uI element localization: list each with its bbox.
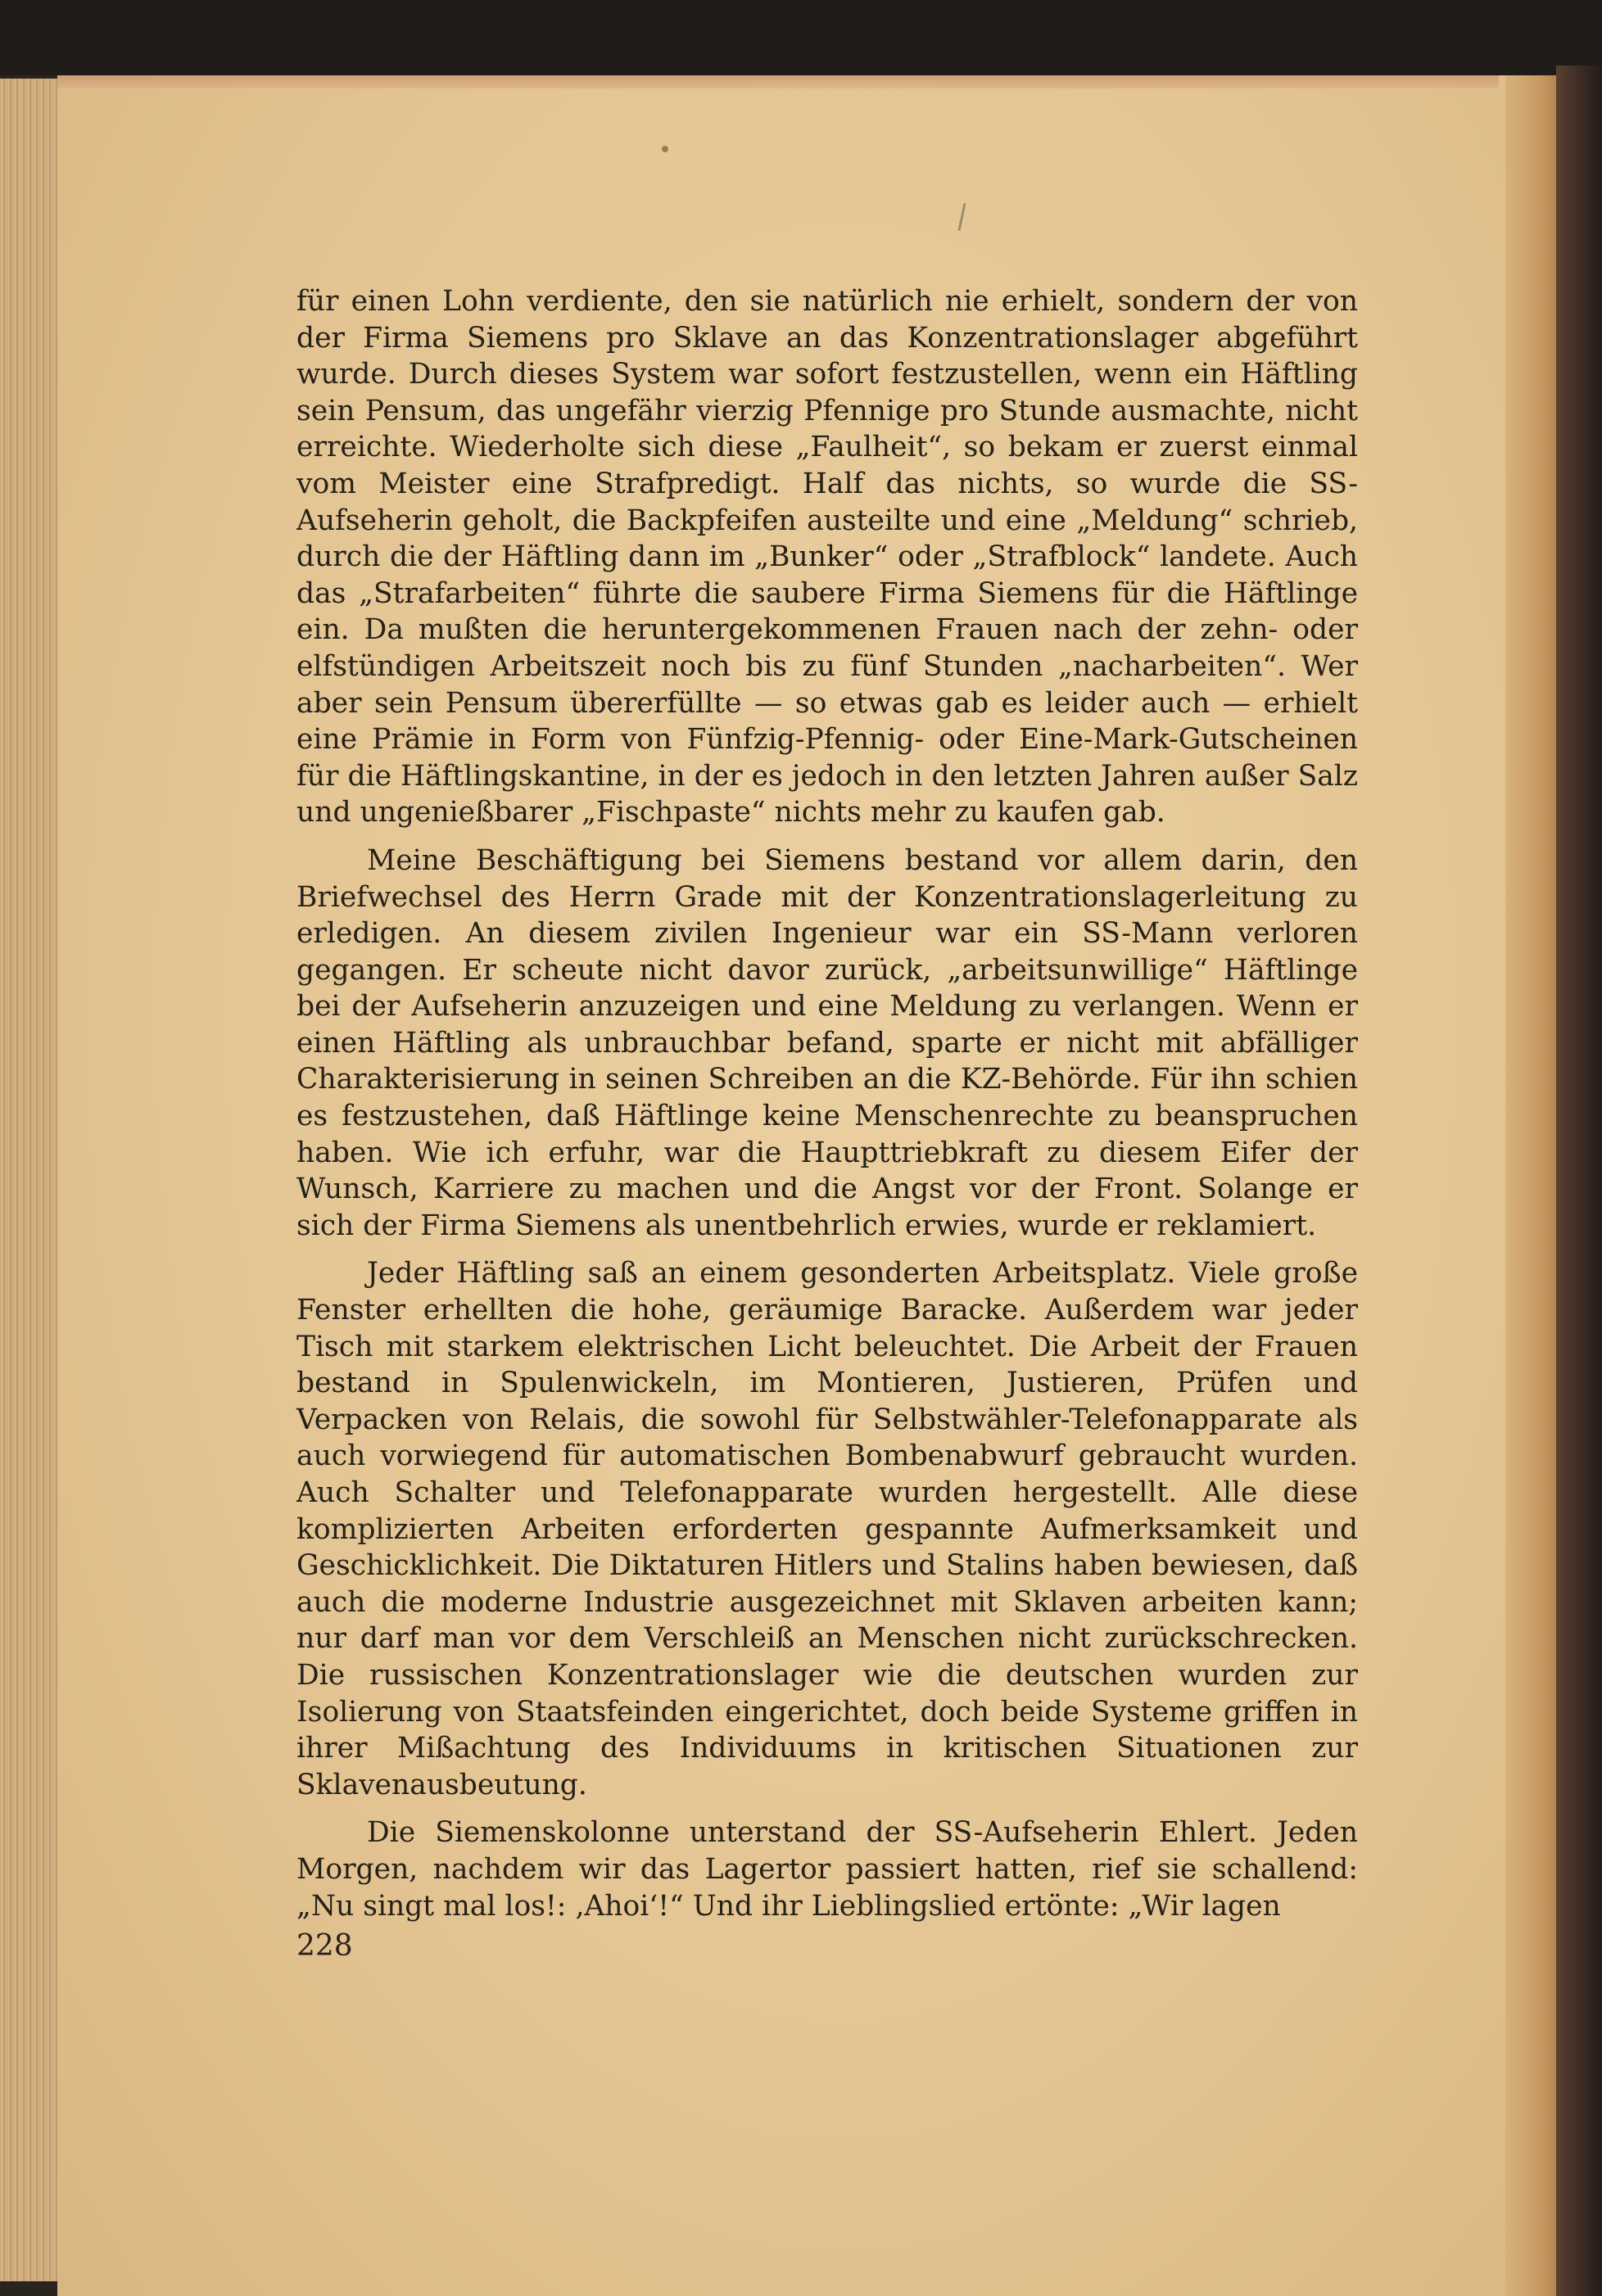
- page-edges-left: [0, 79, 66, 2281]
- scanner-background-top: [0, 0, 1602, 75]
- scanner-background-right: [1556, 66, 1602, 2296]
- paragraph-2: Meine Beschäftigung bei Siemens bestand vor allem darin, den Briefwechsel des Herrn Grade mit der Konzentrationslagerleitung zu erledigen. An diesem zivilen Ingenieur war ein SS-Mann verloren gegangen. Er scheute nicht davor zurück, „arbeitsunwillige“ Häftlinge bei der Aufseherin anzuzeigen und eine Meldung zu verlangen. Wenn er einen Häftling als unbrauchbar befand, sparte er nicht mit abfälliger Charakterisierung in seinen Schreiben an die KZ-Behörde. Für ihn schien es festzustehen, daß Häftlinge keine Menschenrechte zu beanspruchen haben. Wie ich erfuhr, war die Haupttriebkraft zu diesem Eifer der Wunsch, Karriere zu machen und die Angst vor der Front. Solange er sich der Firma Siemens als unentbehrlich erwies, wurde er reklamiert.: [296, 843, 1358, 1242]
- body-text: [296, 283, 1358, 1924]
- paper-speck: [662, 146, 668, 152]
- page-top-edge: [57, 75, 1499, 88]
- paragraph-3: Jeder Häftling saß an einem gesonderten Arbeitsplatz. Viele große Fenster erhellten die hohe, geräumige Baracke. Außerdem war jeder Tisch mit starkem elektrischen Licht beleuchtet. Die Arbeit der Frauen bestand in Spulenwickeln, im Montieren, Justieren, Prüfen und Verpacken von Relais, die sowohl für Selbstwähler-Telefonapparate als auch vorwiegend für automatischen Bombenabwurf gebraucht wurden. Auch Schalter und Telefonapparate wurden hergestellt. Alle diese komplizierten Arbeiten erforderten gespannte Aufmerksamkeit und Geschicklichkeit. Die Diktaturen Hitlers und Stalins haben bewiesen, daß auch die moderne Industrie ausgezeichnet mit Sklaven arbeiten kann; nur darf man vor dem Verschleiß an Menschen nicht zurückschrecken. Die russischen Konzentrationslager wie die deutschen wurden zur Isolierung von Staatsfeinden eingerichtet, doch beide Systeme griffen in ihrer Mißachtung des Individuums in kritischen Situationen zur Sklavenausbeutung.: [296, 1257, 1358, 1801]
- page-number: 228: [296, 1929, 353, 1963]
- paragraph-4: Die Siemenskolonne unterstand der SS-Aufseherin Ehlert. Jeden Morgen, nachdem wir das Lagertor passiert hatten, rief sie schallend: „Nu singt mal los!: ‚Ahoi‘!“ Und ihr Lieblingslied ertönte: „Wir lagen: [296, 1816, 1358, 1923]
- paragraph-1: für einen Lohn verdiente, den sie natürlich nie erhielt, sondern der von der Firma Siemens pro Sklave an das Konzentrationslager abgeführt wurde. Durch dieses System war sofort festzustellen, wenn ein Häftling sein Pensum, das ungefähr vierzig Pfennige pro Stunde ausmachte, nicht erreichte. Wiederholte sich diese „Faulheit“, so bekam er zuerst einmal vom Meister eine Strafpredigt. Half das nichts, so wurde die SS-Aufseherin geholt, die Backpfeifen austeilte und eine „Meldung“ schrieb, durch die der Häftling dann im „Bunker“ oder „Strafblock“ landete. Auch das „Strafarbeiten“ führte die saubere Firma Siemens für die Häftlinge ein. Da mußten die heruntergekommenen Frauen nach der zehn- oder elfstündigen Arbeitszeit noch bis zu fünf Stunden „nacharbeiten“. Wer aber sein Pensum übererfüllte — so etwas gab es leider auch — erhielt eine Prämie in Form von Fünfzig-Pfennig- oder Eine-Mark-Gutscheinen für die Häftlingskantine, in der es jedoch in den letzten Jahren außer Salz und ungenießbarer „Fischpaste“ nichts mehr zu kaufen gab.: [296, 285, 1358, 829]
